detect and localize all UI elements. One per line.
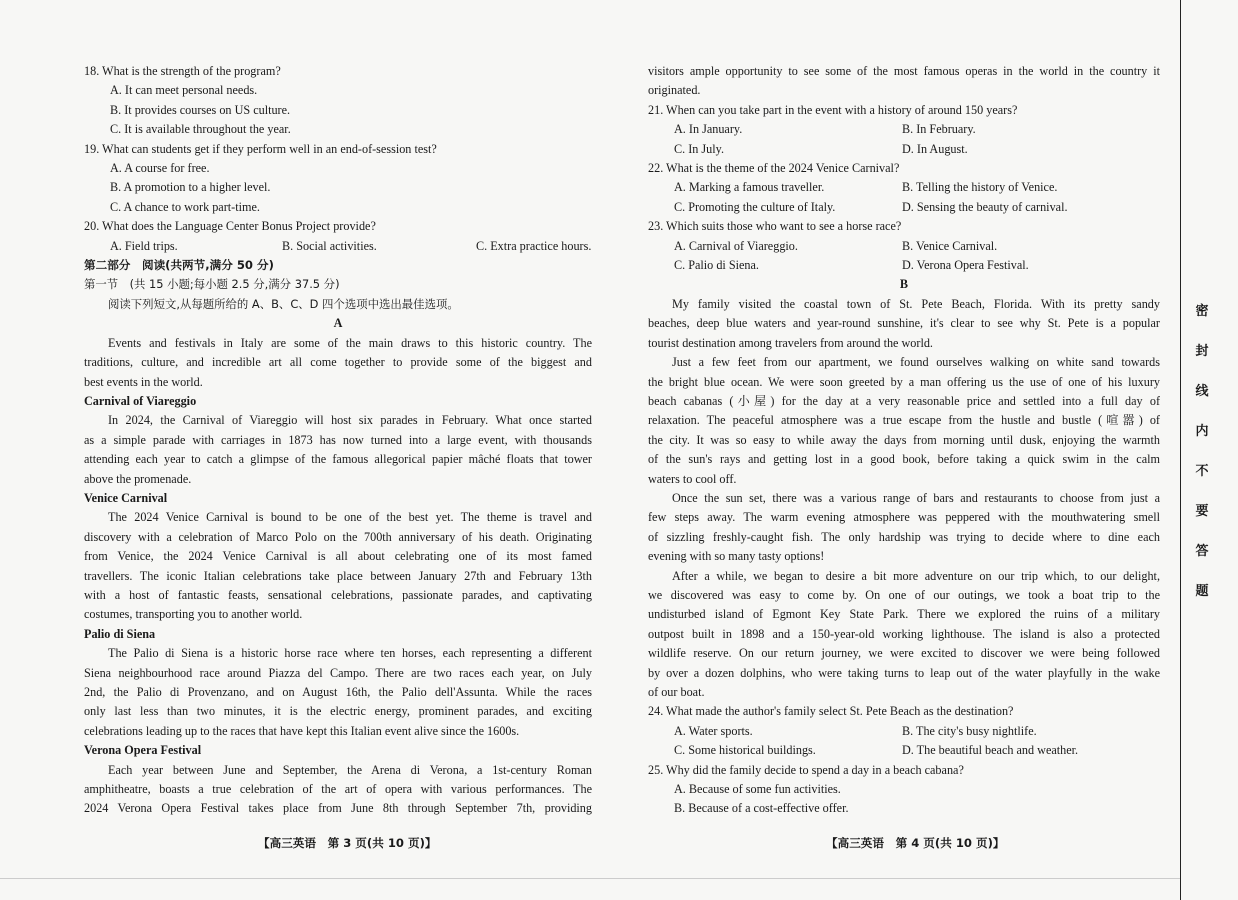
question-18-option-c: C. It is available throughout the year. xyxy=(110,122,291,137)
question-22-stem: 22. What is the theme of the 2024 Venice Carnival? xyxy=(648,161,900,176)
seal-char: 封 xyxy=(1195,344,1209,359)
question-23-stem: 23. Which suits those who want to see a horse race? xyxy=(648,219,902,234)
seal-line-notice xyxy=(1192,300,1212,620)
passage-b-p2-line: the bright blue ocean. We were soon greeted by a man offering us the use of one of his luxury xyxy=(648,374,1160,389)
question-22-option-d: D. Sensing the beauty of carnival. xyxy=(902,199,1068,214)
question-21-option-a: A. In January. xyxy=(674,122,743,137)
question-20-options xyxy=(84,237,592,256)
passage-b-p3-line: of sizzling freshly-caught fish. The only hardship was trying to decide where to dine each xyxy=(648,529,1160,544)
seal-char: 内 xyxy=(1195,424,1209,439)
question-18-option-b: B. It provides courses on US culture. xyxy=(110,102,291,117)
passage-b-p3-line: few steps away. The warm evening atmosphere was peppered with the mouthwatering smell xyxy=(648,510,1160,525)
question-23-options-row xyxy=(648,256,1160,275)
question-21-options-row xyxy=(648,120,1160,139)
venice-line: costumes, transporting you to another world. xyxy=(84,607,303,622)
question-18-option-a: A. It can meet personal needs. xyxy=(110,83,258,98)
question-24-options-row xyxy=(648,741,1160,760)
siena-line: Siena neighbourhood race around Piazza del Campo. There are two races each year, on July xyxy=(84,665,592,680)
question-24-option-d: D. The beautiful beach and weather. xyxy=(902,743,1079,758)
question-20-option-c: C. Extra practice hours. xyxy=(476,238,592,253)
passage-b-label: B xyxy=(899,277,909,292)
siena-line: celebrations leading up to the races that have kept this Italian event alive since the 1600s. xyxy=(84,723,520,738)
question-23-option-c: C. Palio di Siena. xyxy=(674,258,759,273)
venice-line: from Venice, the 2024 Venice Carnival is all about celebrating one of its most famed xyxy=(84,549,592,564)
question-24-options-row xyxy=(648,722,1160,741)
question-19-option-a: A. A course for free. xyxy=(110,161,210,176)
question-23-options-row xyxy=(648,237,1160,256)
venice-line: The 2024 Venice Carnival is bound to be one of the best yet. The theme is travel and xyxy=(108,510,592,525)
page-3-footer: 【高三英语 第 3 页(共 10 页)】 xyxy=(258,836,437,850)
intro-line: Events and festivals in Italy are some of the main draws to this historic country. The xyxy=(108,335,592,350)
seal-char: 不 xyxy=(1195,464,1209,479)
siena-heading: Palio di Siena xyxy=(84,626,156,641)
passage-b-p1-line: tourist destination among travelers from around the world. xyxy=(648,335,933,350)
reading-instruction: 阅读下列短文,从每题所给的 A、B、C、D 四个选项中选出最佳选项。 xyxy=(108,296,459,311)
part-2-title: 第二部分 阅读(共两节,满分 50 分) xyxy=(84,258,274,273)
question-20-option-a: A. Field trips. xyxy=(110,238,178,253)
siena-line: 2nd, the Palio di Provenzano, and on August 16th, the Palio dell'Assunta. While the races xyxy=(84,685,592,699)
passage-b-p2-line: relaxation. The peaceful atmosphere was a true escape from the hustle and bustle (喧嚣) of xyxy=(648,413,1160,428)
venice-line: with a host of fantastic feasts, sensational celebrations, passionate parades, and captivating xyxy=(84,587,592,602)
section-1-title: 第一节 (共 15 小题;每小题 2.5 分,满分 37.5 分) xyxy=(84,277,340,292)
viareggio-line: attending each year to catch a glimpse of the famous allegorical papier mâché floats that tower xyxy=(84,452,592,467)
question-24-option-c: C. Some historical buildings. xyxy=(674,743,816,758)
question-18-stem: 18. What is the strength of the program? xyxy=(84,64,281,78)
passage-b-p4-line: After a while, we began to desire a bit more adventure on our trip which, to our delight, xyxy=(672,568,1160,583)
viareggio-heading: Carnival of Viareggio xyxy=(84,393,197,408)
question-21-option-d: D. In August. xyxy=(902,141,968,156)
question-19-stem: 19. What can students get if they perform well in an end-of-session test? xyxy=(84,141,437,156)
question-22-option-a: A. Marking a famous traveller. xyxy=(674,180,825,195)
question-20-stem: 20. What does the Language Center Bonus Project provide? xyxy=(84,219,376,234)
question-23-option-b: B. Venice Carnival. xyxy=(902,238,998,253)
question-19-option-b: B. A promotion to a higher level. xyxy=(110,180,271,195)
intro-line: traditions, culture, and incredible art all come together to provide some of the biggest and xyxy=(84,355,592,370)
question-24-option-a: A. Water sports. xyxy=(674,723,753,738)
siena-line: only last less than two minutes, it is the electric energy, prominent parades, and exciting xyxy=(84,704,592,719)
question-21-stem: 21. When can you take part in the event with a history of around 150 years? xyxy=(648,102,1018,117)
verona-heading: Verona Opera Festival xyxy=(84,743,202,758)
passage-b-p4-line: outpost built in 1898 and a 150-year-old working lighthouse. The island is also a protected xyxy=(648,626,1160,641)
question-22-option-c: C. Promoting the culture of Italy. xyxy=(674,199,836,214)
verona-continued-line: originated. xyxy=(648,83,701,98)
seal-char: 题 xyxy=(1195,584,1209,599)
verona-line: amphitheatre, boasts a true celebration of the art of opera with various performances. The xyxy=(84,782,592,797)
binding-line xyxy=(1180,0,1181,900)
passage-b-p4-line: we discovered was easy to come by. On one of our outings, we took a boat trip to the xyxy=(648,587,1160,602)
passage-b-p2-line: of the sun's rays and getting lost in a good book, before taking a quick swim in the calm xyxy=(648,452,1160,467)
question-19-option-c: C. A chance to work part-time. xyxy=(110,199,260,214)
verona-line: Each year between June and September, the Arena di Verona, a 1st-century Roman xyxy=(108,762,592,777)
page-bottom-divider xyxy=(0,878,1180,879)
question-23-option-d: D. Verona Opera Festival. xyxy=(902,258,1029,273)
left-page xyxy=(84,62,592,819)
intro-line: best events in the world. xyxy=(84,374,203,389)
viareggio-line: In 2024, the Carnival of Viareggio will host six parades in February. What once started xyxy=(108,413,592,428)
question-21-option-c: C. In July. xyxy=(674,141,724,156)
question-21-option-b: B. In February. xyxy=(902,122,976,137)
viareggio-line: as a simple parade with carriages in 1873 has now turned into a large event, with thousands xyxy=(84,432,592,447)
passage-b-p2-line: beach cabanas (小屋) for the day at a very reasonable price and settled into a full day of xyxy=(648,393,1160,408)
passage-b-p4-line: undisturbed island of Egmont Key State Park. There we explored the ruins of a military xyxy=(648,607,1160,622)
passage-b-p2-line: waters to cool off. xyxy=(648,471,737,486)
passage-b-p3-line: evening with so many tasty options! xyxy=(648,549,825,564)
passage-b-p1-line: My family visited the coastal town of St. Pete Beach, Florida. With its pretty sandy xyxy=(672,296,1160,311)
passage-b-p4-line: by over a dozen dolphins, who were taking turns to leap out of the water playfully in the wake xyxy=(648,665,1160,680)
question-24-option-b: B. The city's busy nightlife. xyxy=(902,723,1037,738)
passage-b-p2-line: Just a few feet from our apartment, we found ourselves walking on white sand towards xyxy=(672,355,1160,370)
question-22-option-b: B. Telling the history of Venice. xyxy=(902,180,1058,195)
right-page xyxy=(648,62,1160,819)
question-25-stem: 25. Why did the family decide to spend a day in a beach cabana? xyxy=(648,762,964,777)
passage-b-p2-line: the city. It was so easy to while away the days from morning until dusk, enjoying the warmth xyxy=(648,432,1160,447)
question-21-options-row xyxy=(648,140,1160,159)
question-23-option-a: A. Carnival of Viareggio. xyxy=(674,238,798,253)
page-4-footer: 【高三英语 第 4 页(共 10 页)】 xyxy=(826,836,1005,850)
venice-line: discovery with a celebration of Marco Polo on the 700th anniversary of his death. Originating xyxy=(84,529,592,544)
passage-b-p3-line: Once the sun set, there was a various range of bars and restaurants to choose from just a xyxy=(672,490,1160,505)
seal-char: 密 xyxy=(1195,304,1209,319)
question-22-options-row xyxy=(648,198,1160,217)
question-20-option-b: B. Social activities. xyxy=(282,238,377,253)
question-25-option-b: B. Because of a cost-effective offer. xyxy=(674,801,849,816)
seal-char: 线 xyxy=(1195,384,1209,399)
question-25-option-a: A. Because of some fun activities. xyxy=(674,782,841,797)
seal-char: 答 xyxy=(1195,544,1209,559)
venice-heading: Venice Carnival xyxy=(84,490,168,505)
siena-line: The Palio di Siena is a historic horse race where ten horses, each representing a different xyxy=(108,646,592,661)
viareggio-line: above the promenade. xyxy=(84,471,192,486)
seal-char: 要 xyxy=(1195,504,1209,519)
passage-b-p4-line: of our boat. xyxy=(648,685,705,699)
question-24-stem: 24. What made the author's family select St. Pete Beach as the destination? xyxy=(648,704,1014,719)
passage-a-label: A xyxy=(333,316,343,331)
venice-line: travellers. The iconic Italian celebrations take place between January 27th and February 13th xyxy=(84,568,592,583)
question-22-options-row xyxy=(648,178,1160,197)
verona-line: 2024 Verona Opera Festival takes place from June 8th through September 7th, providing xyxy=(84,801,592,816)
passage-b-p4-line: wildlife reserve. On our return journey, we were excited to discover we were being followed xyxy=(648,646,1160,661)
verona-continued-line: visitors ample opportunity to see some of the most famous operas in the world in the country it xyxy=(648,64,1160,78)
passage-b-p1-line: beaches, deep blue waters and year-round sunshine, it's clear to see why St. Pete is a popular xyxy=(648,316,1160,331)
